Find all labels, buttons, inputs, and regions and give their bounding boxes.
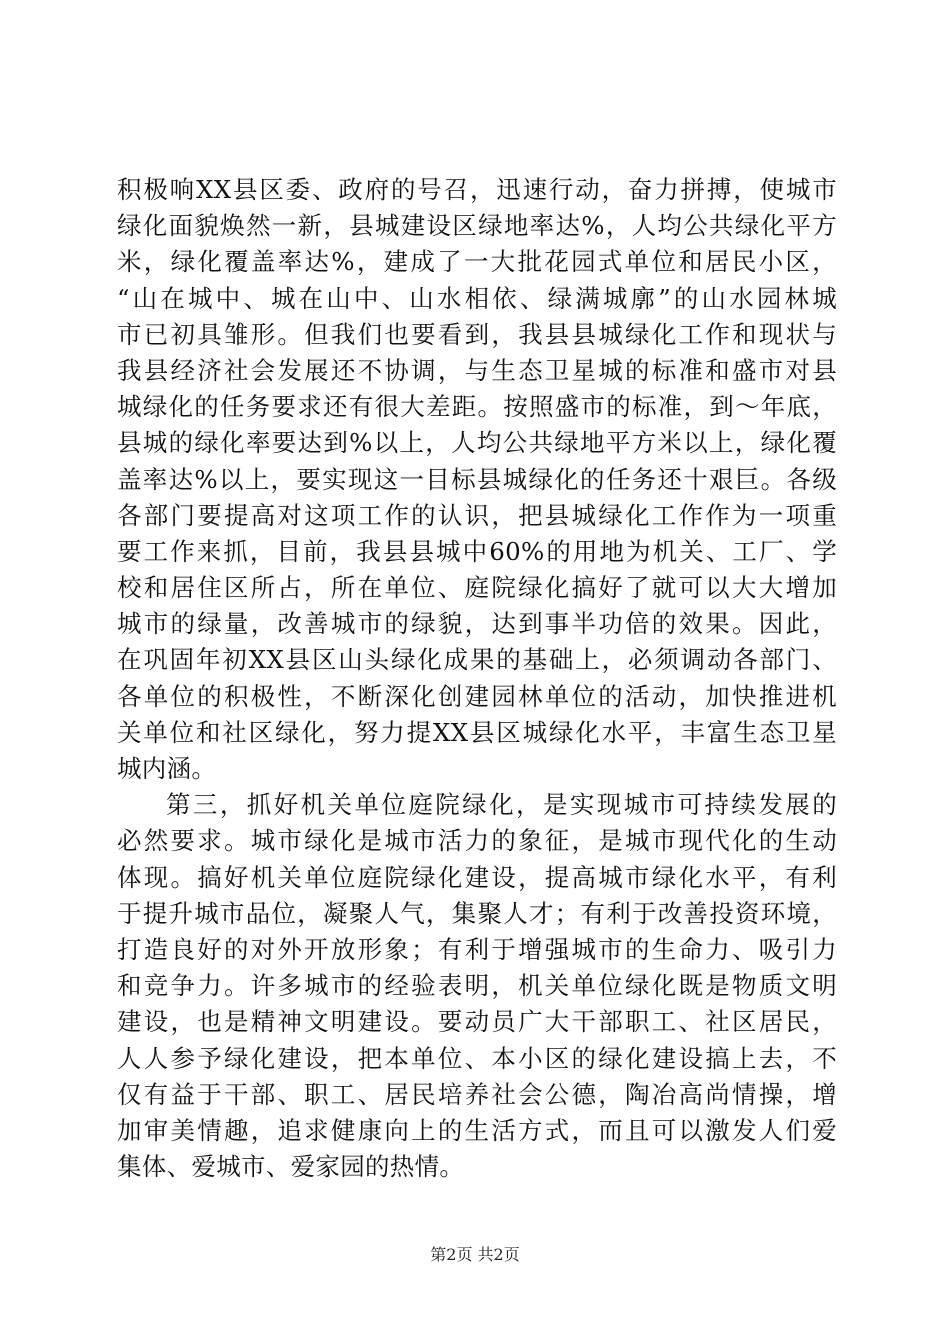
text-line: 必然要求。城市绿化是城市活力的象征，是城市现代化的生动 — [117, 826, 837, 856]
text-line: 仅有益于干部、职工、居民培养社会公德，陶冶高尚情操，增 — [117, 1079, 837, 1109]
text-line: “山在城中、城在山中、山水相依、绿满城廓”的山水园林城 — [117, 283, 837, 313]
text-line: 积极响XX县区委、政府的号召，迅速行动，奋力拼搏，使城市 — [117, 175, 837, 204]
text-line: 各单位的积极性，不断深化创建园林单位的活动，加快推进机 — [117, 681, 837, 711]
text-line: 建设，也是精神文明建设。要动员广大干部职工、社区居民， — [117, 1007, 837, 1037]
page-footer: 第2页 共2页 — [430, 1245, 520, 1264]
text-line: 城市的绿量，改善城市的绿貌，达到事半功倍的效果。因此， — [117, 609, 837, 639]
text-line: 第三，抓好机关单位庭院绿化，是实现城市可持续发展的 — [166, 790, 837, 820]
text-line: 各部门要提高对这项工作的认识，把县城绿化工作作为一项重 — [117, 500, 837, 530]
text-line: 城内涵。 — [117, 754, 217, 783]
text-line: 城绿化的任务要求还有很大差距。按照盛市的标准，到～年底， — [117, 392, 837, 422]
text-line: 盖率达%以上，要实现这一目标县城绿化的任务还十艰巨。各级 — [117, 464, 837, 494]
text-line: 人人参予绿化建设，把本单位、本小区的绿化建设搞上去，不 — [117, 1043, 837, 1073]
text-line: 我县经济社会发展还不协调，与生态卫星城的标准和盛市对县 — [117, 355, 837, 385]
text-line: 关单位和社区绿化，努力提XX县区城绿化水平，丰富生态卫星 — [117, 717, 837, 747]
text-line: 在巩固年初XX县区山头绿化成果的基础上，必须调动各部门、 — [117, 645, 837, 675]
text-line: 加审美情趣，追求健康向上的生活方式，而且可以激发人们爱 — [117, 1115, 837, 1145]
text-line: 县城的绿化率要达到%以上，人均公共绿地平方米以上，绿化覆 — [117, 428, 837, 458]
text-line: 校和居住区所占，所在单位、庭院绿化搞好了就可以大大增加 — [117, 573, 837, 603]
text-line: 于提升城市品位，凝聚人气，集聚人才；有利于改善投资环境， — [117, 898, 837, 928]
text-line: 市已初具雏形。但我们也要看到，我县县城绿化工作和现状与 — [117, 319, 837, 349]
text-line: 打造良好的对外开放形象；有利于增强城市的生命力、吸引力 — [117, 934, 837, 964]
text-line: 要工作来抓，目前，我县县城中60%的用地为机关、工厂、学 — [117, 536, 837, 566]
text-line: 米，绿化覆盖率达%，建成了一大批花园式单位和居民小区， — [117, 247, 837, 277]
text-line: 和竞争力。许多城市的经验表明，机关单位绿化既是物质文明 — [117, 971, 837, 1001]
text-line: 集体、爱城市、爱家园的热情。 — [117, 1152, 465, 1182]
text-line: 体现。搞好机关单位庭院绿化建设，提高城市绿化水平，有利 — [117, 862, 837, 892]
text-line: 绿化面貌焕然一新，县城建设区绿地率达%，人均公共绿化平方 — [117, 211, 837, 241]
body-text — [117, 172, 837, 1185]
